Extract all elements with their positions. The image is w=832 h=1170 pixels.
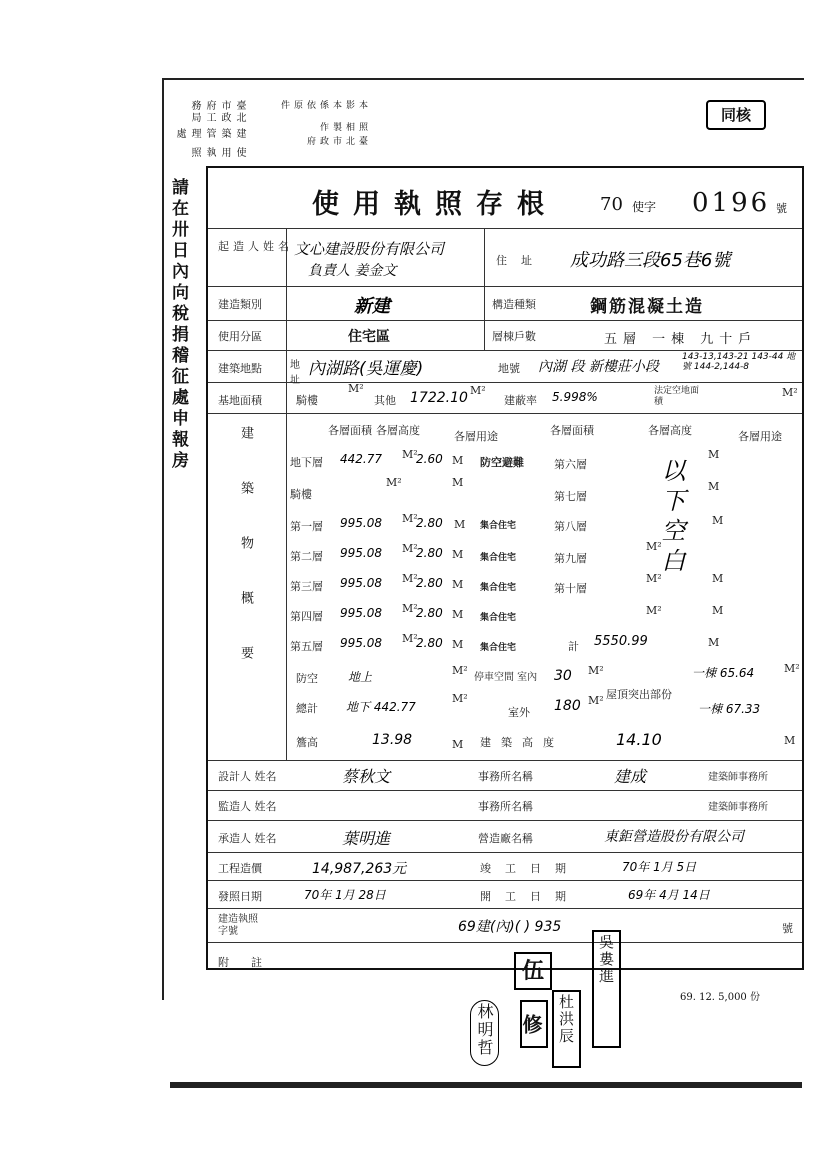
completion-value: 70年 1月 5日 xyxy=(622,860,697,874)
unit-m2: M² xyxy=(470,384,486,397)
building-permit-label: 建造執照字號 xyxy=(218,914,258,937)
total-area-value: 地下 442.77 xyxy=(346,700,416,714)
parking-out-value: 180 xyxy=(554,698,581,714)
designer-office-suffix: 建築師事務所 xyxy=(708,772,768,783)
signature-stamp: 修 xyxy=(520,1000,548,1048)
address-label: 住址 xyxy=(496,254,546,267)
base-area-label: 基地面積 xyxy=(218,394,262,407)
supervisor-label: 監造人 姓名 xyxy=(218,800,277,813)
row-usage xyxy=(208,320,802,321)
row-designer xyxy=(208,760,802,761)
row-supervisor xyxy=(208,790,802,791)
site-label: 建築地點 xyxy=(218,362,262,375)
building-permit-value: 69建(內)( ) 935 xyxy=(458,919,562,935)
cost-value: 14,987,263元 xyxy=(312,861,407,877)
total-value: 5550.99 xyxy=(594,634,648,649)
units-label: 層棟戶數 xyxy=(492,330,536,343)
issue-value: 70年 1月 28日 xyxy=(304,888,386,902)
signature-stamp: 吳婁進 xyxy=(592,930,621,1048)
row-category xyxy=(208,286,802,287)
unit-m: M xyxy=(784,734,796,747)
site-addr-label: 地址 xyxy=(290,360,300,386)
open-space-label: 法定空地面積 xyxy=(654,386,700,407)
summary-side-label: 建築物概要 xyxy=(238,426,253,701)
row-cost xyxy=(208,852,802,853)
upper-floor-label: 第六層 xyxy=(554,458,587,471)
address-value: 成功路三段65巷6號 xyxy=(570,250,731,271)
eave-label: 簷高 xyxy=(296,736,318,749)
applicant-value: 文心建設股份有限公司 xyxy=(294,240,445,258)
parking-in-label: 停車空間 室內 xyxy=(474,672,538,683)
row-applicant xyxy=(208,228,802,229)
aerial-label: 防空 xyxy=(296,672,318,685)
site-land-label: 地號 xyxy=(498,362,520,375)
right-note: 以下空白 xyxy=(657,458,685,578)
upper-floor-label: 第十層 xyxy=(554,582,587,595)
arcade-label: 騎樓 xyxy=(296,394,318,407)
unit-m: M xyxy=(708,448,720,461)
upper-floor-label: 第九層 xyxy=(554,552,587,565)
parking-in-value: 30 xyxy=(554,668,572,684)
upper-floor-label: 第八層 xyxy=(554,520,587,533)
unit-m2: M² xyxy=(348,382,364,395)
parking-out-label: 室外 xyxy=(508,706,530,719)
row-issue xyxy=(208,880,802,881)
unit-m2: M² xyxy=(588,664,604,677)
permit-suffix: 號 xyxy=(776,202,787,215)
permit-year: 70 xyxy=(600,194,623,215)
header-area-right: 各層面積 xyxy=(550,424,594,437)
unit-m: M xyxy=(712,572,724,585)
units-value: 五層 一棟 九十戶 xyxy=(604,332,758,347)
form-title: 使用執照存根 xyxy=(312,189,558,220)
signature-stamp: 杜洪辰 xyxy=(552,990,581,1068)
col-divider xyxy=(286,228,287,418)
col-divider xyxy=(286,413,287,760)
designer-value: 蔡秋文 xyxy=(342,767,391,786)
designer-office-value: 建成 xyxy=(614,767,647,786)
unit-m2: M² xyxy=(452,692,468,705)
top-left-stamp: 臺北市政府工務局 建築管理處 使用執照 xyxy=(174,100,245,160)
row-remarks xyxy=(208,942,802,943)
row-contractor xyxy=(208,820,802,821)
roof-value-2: 一棟 67.33 xyxy=(698,702,761,716)
issue-label: 發照日期 xyxy=(218,890,262,903)
designer-label: 設計人 姓名 xyxy=(218,770,277,783)
header-use-right: 各層用途 xyxy=(738,430,782,443)
usage-value: 住宅區 xyxy=(348,329,390,345)
header-height: 各層高度 xyxy=(376,424,420,437)
supervisor-office-label: 事務所名稱 xyxy=(478,800,533,813)
permit-date-value: 69年 4月 14日 xyxy=(628,888,710,902)
unit-m2: M² xyxy=(588,694,604,707)
permit-type: 使字 xyxy=(632,200,657,214)
permit-form: 使用執照存根 70 使字 0196 號 起造人姓名 文心建設股份有限公司 負責人 姜金文 住址 成功路三段65巷6號 建造類別 新建 構造種類 鋼筋混凝土造 使用分區 住宅區 層棟戶數 五層 一棟 九十戶 建築地點 地址 內湖路(吳運慶) 地號 內湖 段 新樓莊小段 143-13,143-21 143-44 地號 144-2,144-8 基地面積 騎樓 M² 其他 1722.10 M² 建蔽率 5.998% 法定空地面積 M² 建築物概要 各層面積 各層高度 各層用途 各層面積 各層高度 各層用途 地下層 442.77 M² 2.60 M 防空避難 騎樓 M² M 第一層 995.08 M² 2.80 M 集合住宅 第二層 995.08 M² 2.80 M 集合住宅 第三層 995.08 M² 2.80 M 集合住宅 第四層 995.08 M² 2.80 M 集合住宅 第五層 995.08 M² 2.80 M 集合住宅 第六層 第七層 第八層 第九層 第十層 M M M M M M² M² M² 以下空白 計 5550.99 M 防空 地上 M² 停車空間 室內 30 M² 一棟 65.64 M² 總計 地下 442.77 M² 室外 180 M² 屋頂突出部份 一棟 67.33 簷高 13.98 M 建築高度 14.10 M 設計人 姓名 蔡秋文 事務所名稱 建成 建築師事務所 監造人 姓名 事務所名稱 建築師事務所 承造人 姓名 葉明進 營造廠名稱 東鉅營造股份有限公司 工程造價 14,987,263元 竣工日期 70年 1月 5日 發照日期 70年 1月 28日 開工日期 69年 4月 14日 建造執照字號 69建(內)( ) 935 號 附註 xyxy=(206,166,804,970)
bldg-height-label: 建築高度 xyxy=(480,736,564,749)
contractor-label: 承造人 姓名 xyxy=(218,832,277,845)
remarks-label: 附註 xyxy=(218,956,284,969)
site-addr-value: 內湖路(吳運慶) xyxy=(308,359,424,379)
coverage-value: 5.998% xyxy=(552,390,598,404)
unit-m2: M² xyxy=(784,662,800,675)
building-category-value: 新建 xyxy=(354,296,390,317)
total-area-label: 總計 xyxy=(296,702,318,715)
contractor-value: 葉明進 xyxy=(342,829,391,848)
unit-m: M xyxy=(712,604,724,617)
unit-m2: M² xyxy=(646,604,662,617)
unit-m: M xyxy=(712,514,724,527)
cost-label: 工程造價 xyxy=(218,862,262,875)
total-label: 計 xyxy=(568,640,579,653)
usage-label: 使用分區 xyxy=(218,330,262,343)
applicant-label: 起造人姓名 xyxy=(218,240,293,253)
other-value: 1722.10 xyxy=(410,390,468,406)
structure-value: 鋼筋混凝土造 xyxy=(590,297,704,317)
bldg-height-value: 14.10 xyxy=(616,730,662,749)
row-headers xyxy=(208,413,802,414)
contractor-firm-label: 營造廠名稱 xyxy=(478,832,533,845)
scan-edge xyxy=(170,1082,802,1088)
eave-value: 13.98 xyxy=(372,732,413,748)
roof-value-1: 一棟 65.64 xyxy=(692,666,755,680)
supervisor-office-suffix: 建築師事務所 xyxy=(708,802,768,813)
completion-label: 竣工日期 xyxy=(480,862,580,875)
aerial-value: 地上 xyxy=(348,670,373,684)
top-right-stamp: 同核 xyxy=(706,100,766,130)
row-site xyxy=(208,350,802,351)
print-mark: 69. 12. 5,000 份 xyxy=(680,992,760,1003)
site-land-value: 內湖 段 新樓莊小段 xyxy=(538,359,659,375)
building-category-label: 建造類別 xyxy=(218,298,262,311)
header-use: 各層用途 xyxy=(454,430,498,443)
other-label: 其他 xyxy=(374,394,396,407)
left-margin-note: 請在卅日內向稅捐稽征處申報房 xyxy=(168,178,188,472)
signature-stamp: 伍 xyxy=(514,952,552,990)
signature-stamp: 林明哲 xyxy=(470,1000,499,1066)
header-area: 各層面積 xyxy=(328,424,372,437)
building-permit-suffix: 號 xyxy=(782,922,793,935)
col-divider xyxy=(484,228,485,350)
designer-office-label: 事務所名稱 xyxy=(478,770,533,783)
unit-m2: M² xyxy=(646,540,662,553)
row-permit xyxy=(208,908,802,909)
unit-m: M xyxy=(708,636,720,649)
site-land-nums: 143-13,143-21 143-44 地號 144-2,144-8 xyxy=(682,352,796,372)
applicant-rep: 負責人 姜金文 xyxy=(308,263,397,279)
roof-label: 屋頂突出部份 xyxy=(606,688,672,701)
top-left-stamp-2: 本影本係依原件 照相製作 臺北市政府 xyxy=(279,100,367,148)
structure-label: 構造種類 xyxy=(492,298,536,311)
coverage-label: 建蔽率 xyxy=(504,394,537,407)
unit-m: M xyxy=(452,738,464,751)
unit-m2: M² xyxy=(452,664,468,677)
unit-m2: M² xyxy=(782,386,798,399)
header-height-right: 各層高度 xyxy=(648,424,692,437)
permit-date-label: 開工日期 xyxy=(480,890,580,903)
unit-m2: M² xyxy=(646,572,662,585)
unit-m: M xyxy=(708,480,720,493)
permit-number: 0196 xyxy=(692,188,771,218)
upper-floor-label: 第七層 xyxy=(554,490,587,503)
contractor-firm-value: 東鉅營造股份有限公司 xyxy=(604,829,744,845)
